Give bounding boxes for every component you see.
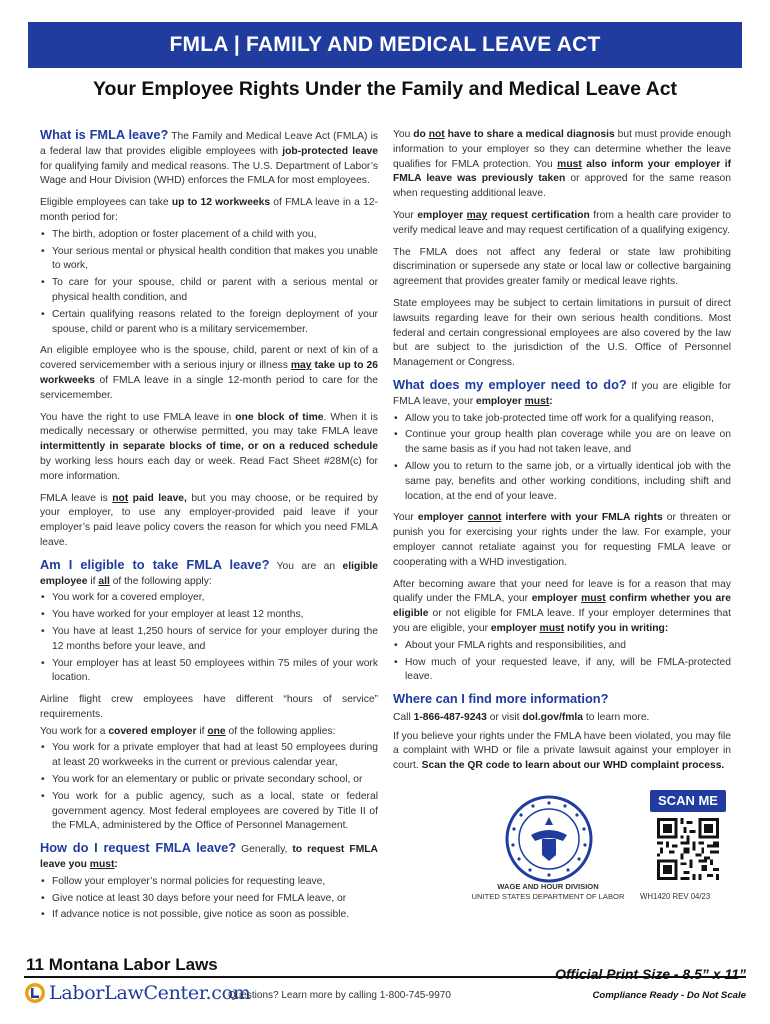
covered-employer-paragraph xyxy=(40,725,378,740)
text: You xyxy=(393,129,414,140)
where-info-heading xyxy=(393,692,731,709)
bold-text: request certification xyxy=(487,209,590,221)
text: Your xyxy=(393,512,418,524)
underlined-text: not xyxy=(428,129,445,140)
agency-department: UNITED STATES DEPARTMENT OF LABOR xyxy=(471,892,625,901)
logo-wordmark-a: LaborLaw xyxy=(49,982,144,1004)
text: or visit xyxy=(486,711,523,723)
agency-credit xyxy=(463,882,633,902)
underlined-text: not xyxy=(112,492,129,504)
section-heading-what-employer: What does my employer need to do? xyxy=(393,376,627,392)
text: Generally, xyxy=(236,844,293,856)
underlined-text: must xyxy=(539,622,565,634)
text: If you are eligible for FMLA leave, your xyxy=(393,380,732,407)
revision-code: WH1420 REV 04/23 xyxy=(640,892,711,901)
text: if xyxy=(87,575,99,587)
list-item: • Give notice at least 30 days before your need for FMLA leave, or xyxy=(40,892,378,907)
qr-code-icon[interactable] xyxy=(657,818,719,880)
bold-text: take up to 26 workweeks xyxy=(40,360,378,386)
list-item: • You have at least 1,250 hours of service for your employer during the 12 months before your leave, and xyxy=(40,625,378,655)
list-item: • If advance notice is not possible, give notice as soon as possible. xyxy=(40,908,378,923)
questions-line: Questions? Learn more by calling 1-800-745-9970 xyxy=(228,990,451,1001)
bold-text: eligible employee xyxy=(40,560,378,587)
airline-paragraph: Airline flight crew employees have different “hours of service” requirements. xyxy=(40,694,378,720)
list-item: • Your serious mental or physical health condition that makes you unable to work, xyxy=(40,245,378,275)
bold-text: employer xyxy=(475,395,525,407)
eligibility-list xyxy=(40,591,378,686)
page-subtitle: Your Employee Rights Under the Family and Medical Leave Act xyxy=(92,78,678,100)
list-item: • Allow you to take job-protected time off work for a qualifying reason, xyxy=(393,412,731,427)
underlined-text: cannot xyxy=(467,512,502,524)
text: or threaten or punish you for exercising your rights under the law. For example, your employer cannot retaliate against you for requesting FMLA leave or cooperating with a WHD investigation. xyxy=(393,512,731,568)
right-column xyxy=(393,128,731,781)
list-item: • You work for a covered employer, xyxy=(40,591,378,606)
list-item: • How much of your requested leave, if any, will be FMLA-protected leave. xyxy=(393,656,731,686)
complaint-paragraph xyxy=(393,730,731,774)
list-item: • You have worked for your employer at least 12 months, xyxy=(40,608,378,623)
print-size-note: Official Print Size - 8.5” x 11” xyxy=(555,966,746,982)
list-item: • You work for a private employer that had at least 50 employees during at least 20 workweeks in the current or previous calendar year, xyxy=(40,741,378,771)
laborlawcenter-logo[interactable] xyxy=(24,979,250,1007)
covered-employer-list xyxy=(40,741,378,834)
text: Eligible employees can take xyxy=(40,197,172,209)
list-item: • Your employer has at least 50 employees within 75 miles of your work location. xyxy=(40,657,378,687)
what-employer-paragraph xyxy=(393,378,731,410)
text: You are an xyxy=(269,560,343,572)
bold-text xyxy=(476,396,553,407)
what-is-fmla-paragraph xyxy=(40,128,378,189)
text: by working less hours each day or week. Read Fact Sheet #28M(c) for more information. xyxy=(40,455,378,482)
text: . When it is medically necessary or otherwise permitted, you may take FMLA leave xyxy=(40,411,378,438)
text: You work for a xyxy=(40,725,109,737)
footer-title: 11 Montana Labor Laws xyxy=(26,955,218,974)
bold-text: employer xyxy=(531,593,582,605)
list-item: • Follow your employer’s normal policies for requesting leave, xyxy=(40,875,378,890)
bold-text xyxy=(417,210,589,221)
text: FMLA leave is xyxy=(40,492,113,504)
bold-text: employer xyxy=(417,209,467,221)
bold-text: : xyxy=(549,395,553,407)
after-aware-paragraph xyxy=(393,578,731,637)
section-heading-where-info: Where can I find more information? xyxy=(393,691,609,707)
underlined-text: may xyxy=(290,360,312,372)
bold-text xyxy=(418,512,663,523)
request-list xyxy=(40,875,378,923)
text: The Family and Medical Leave Act (FMLA) is a federal law that provides eligible employees with xyxy=(40,131,379,157)
underlined-text: must xyxy=(557,158,582,170)
text: of the following applies: xyxy=(225,725,336,737)
list-item: • The birth, adoption or foster placement of a child with you, xyxy=(40,228,378,243)
bold-text: covered employer xyxy=(108,725,197,737)
underlined-text: may xyxy=(466,209,488,221)
bold-text: employer xyxy=(417,512,468,524)
compliance-note: Compliance Ready - Do Not Scale xyxy=(592,990,746,1001)
text: of FMLA leave in a single 12-month period to care for the servicemember. xyxy=(40,374,378,401)
list-item: • You work for an elementary or public or private secondary school, or xyxy=(40,773,378,788)
underlined-text: all xyxy=(98,575,110,587)
section-heading-how-request: How do I request FMLA leave? xyxy=(40,840,237,856)
section-heading-what-is: What is FMLA leave? xyxy=(40,127,169,142)
bold-text xyxy=(98,576,109,587)
reasons-list xyxy=(40,228,378,338)
am-i-eligible-paragraph xyxy=(40,558,378,590)
text: or approved for the same reason when requesting additional leave. xyxy=(393,173,731,200)
underlined-text: one xyxy=(207,725,226,737)
bold-text: paid leave, xyxy=(128,492,187,504)
text: but must provide enough information to your employer so they can determine whether the leave qualifies for FMLA protection. You xyxy=(393,129,731,170)
text: if xyxy=(196,725,208,737)
text: or not eligible for FMLA leave. If your employer determines that you are eligible, your xyxy=(393,608,731,634)
diagnosis-paragraph xyxy=(393,128,731,202)
text: Call xyxy=(393,711,414,723)
text: of the following apply: xyxy=(109,575,212,587)
text: You have the right to use FMLA leave in xyxy=(40,411,236,423)
text: for qualifying family and medical reasons. The U.S. Department of Labor’s Wage and Hour Division (WHD) enforces the FMLA for most employees. xyxy=(40,160,378,187)
list-item: • Certain qualifying reasons related to the foreign deployment of your spouse, child or parent who is a military servicemember. xyxy=(40,308,378,338)
text: Your xyxy=(393,209,418,221)
logo-wordmark-b: Center.com xyxy=(143,982,251,1004)
page-banner: FMLA | FAMILY AND MEDICAL LEAVE ACT xyxy=(28,22,742,68)
underlined-text: must xyxy=(524,395,550,407)
laborlawcenter-logo-icon xyxy=(24,982,46,1004)
text: After becoming aware that your need for leave is for a reason that may qualify under the FMLA, your xyxy=(393,578,731,605)
text: to learn more. xyxy=(583,711,650,723)
underlined-text: must xyxy=(581,593,606,605)
bold-text: do xyxy=(413,129,429,140)
list-item: • To care for your spouse, child or parent with a serious mental or physical health condition, and xyxy=(40,276,378,306)
certification-paragraph xyxy=(393,209,731,239)
list-item: • About your FMLA rights and responsibilities, and xyxy=(393,639,731,654)
bold-text: up to 12 workweeks xyxy=(171,197,271,209)
bold-text xyxy=(491,623,668,634)
bold-text xyxy=(112,493,187,504)
bold-text xyxy=(413,129,615,140)
list-item: • You work for a public agency, such as a local, state or federal government agency. Most federal employees are covered by Title II of the FMLA, administered by the Office of Personnel Management. xyxy=(40,790,378,834)
text: but you may choose, or be required by your employer, to use any employer-provided paid leave if your employer’s paid leave policy covers the reason for which you need FMLA leave. xyxy=(40,492,378,548)
phone-number: 1-866-487-9243 xyxy=(413,711,487,723)
underlined-text: must xyxy=(89,859,115,871)
paid-leave-paragraph xyxy=(40,492,378,551)
bold-text: : xyxy=(114,859,118,871)
no-affect-paragraph: The FMLA does not affect any federal or state law prohibiting discrimination or supersede any state or local law or collective bargaining agreement that provides greater family or medical leave rights. xyxy=(393,246,731,288)
section-heading-am-i-eligible: Am I eligible to take FMLA leave? xyxy=(40,556,270,572)
notify-list xyxy=(393,639,731,685)
bold-text xyxy=(207,726,225,737)
logo-wordmark xyxy=(49,982,250,1004)
how-request-paragraph xyxy=(40,841,378,873)
list-item: • Allow you to return to the same job, or a virtually identical job with the same pay, benefits and other working conditions, including shift and location, at the end of your leave. xyxy=(393,460,731,504)
list-item: • Continue your group health plan coverage while you are on leave on the same basis as if you had not taken leave, and xyxy=(393,428,731,458)
servicemember-paragraph xyxy=(40,344,378,403)
state-employees-paragraph: State employees may be subject to certain limitations in pursuit of direct lawsuits regarding leave for their own serious health conditions. Most federal and certain congressional employees are also covered by the law but are subject to the jurisdiction of the U.S. Office of Personnel Management or Congress. xyxy=(393,297,731,369)
text: from a health care provider to verify medical leave and may request certification of a qualifying exigency. xyxy=(393,209,732,236)
text: If you believe your rights under the FMLA have been violated, you may file a complaint with WHD or file a private lawsuit against your employer in court. xyxy=(393,730,731,772)
employer-duties-list xyxy=(393,412,731,505)
one-block-paragraph xyxy=(40,411,378,485)
qr-block[interactable] xyxy=(650,790,726,880)
bold-text: employer xyxy=(490,622,540,634)
bold-text: job-protected leave xyxy=(282,145,378,157)
bold-text: notify you in writing: xyxy=(564,622,669,634)
eligible-take-paragraph xyxy=(40,196,378,226)
where-info-paragraph xyxy=(393,711,731,726)
dept-of-labor-seal-icon xyxy=(505,795,593,883)
bold-text: have to share a medical diagnosis xyxy=(444,129,615,140)
scan-me-label: SCAN ME xyxy=(650,790,726,812)
bold-text: Scan the QR code to learn about our WHD complaint process. xyxy=(421,760,725,772)
left-column xyxy=(40,128,378,930)
bold-text: confirm whether you are eligible xyxy=(393,593,731,620)
bold-text: also inform your employer if FMLA leave was previously taken xyxy=(393,158,732,185)
text: An eligible employee who is the spouse, child, parent or next of kin of a covered servicemember with a serious injury or illness xyxy=(40,345,378,372)
website-link[interactable]: dol.gov/fmla xyxy=(522,711,584,723)
bold-text: intermittently in separate blocks of time, or on a reduced schedule xyxy=(40,441,378,453)
bold-text: to request FMLA leave you xyxy=(40,844,378,871)
cannot-interfere-paragraph xyxy=(393,511,731,570)
text: of FMLA leave in a 12-month period for: xyxy=(40,197,378,223)
bold-text: interfere with your FMLA rights xyxy=(501,512,663,524)
bold-text: one block of time xyxy=(235,411,324,423)
agency-division: WAGE AND HOUR DIVISION xyxy=(497,882,599,891)
